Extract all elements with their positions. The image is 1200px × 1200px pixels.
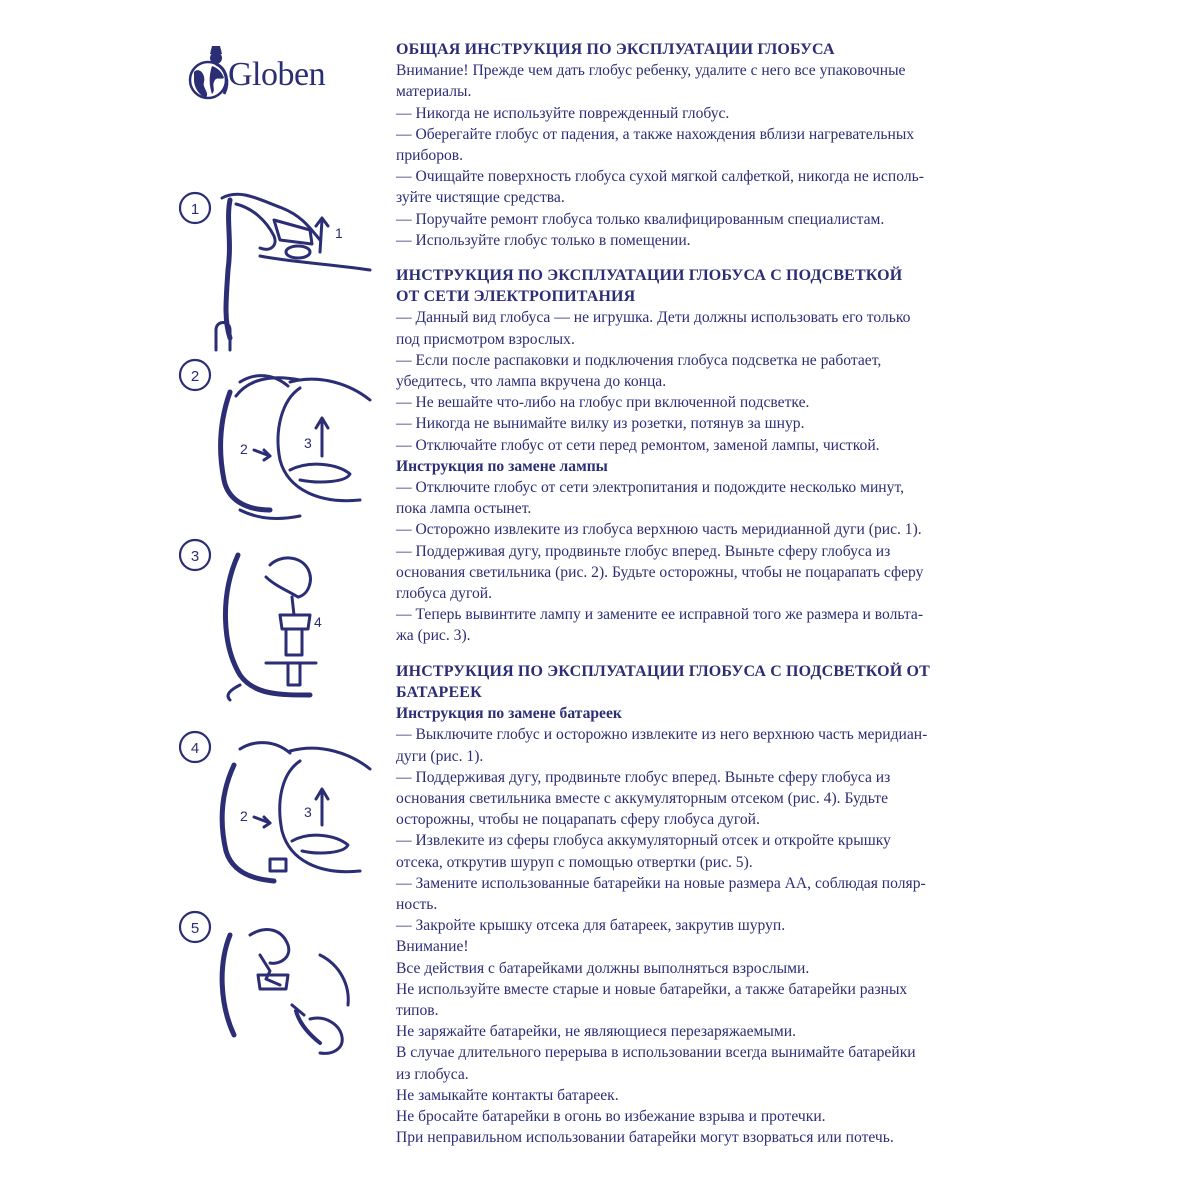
figure-3 — [180, 540, 322, 700]
figure-1 — [180, 193, 370, 350]
text-line: зуйте чистящие средства. — [396, 189, 565, 207]
text-line: — Поддерживая дугу, продвиньте глобус вперед. Выньте сферу глобуса из — [396, 768, 891, 786]
globen-logo — [186, 42, 366, 108]
section-heading-general: ОБЩАЯ ИНСТРУКЦИЯ ПО ЭКСПЛУАТАЦИИ ГЛОБУСА — [396, 41, 835, 58]
text-line: основания светильника (рис. 2). Будьте осторожны, чтобы не поцарапать сферу — [396, 563, 924, 581]
text-line: — Осторожно извлеките из глобуса верхнюю часть меридианной дуги (рис. 1). — [396, 521, 922, 539]
text-line: — Извлеките из сферы глобуса аккумуляторный отсек и откройте крышку — [396, 832, 891, 850]
figure-number: 5 — [190, 920, 200, 937]
text-line: Не заряжайте батарейки, не являющиеся перезаряжаемыми. — [396, 1023, 797, 1041]
text-line: В случае длительного перерыва в использовании всегда вынимайте батарейки — [396, 1044, 916, 1062]
figure-callout: 4 — [314, 614, 322, 630]
section-heading-mains: ИНСТРУКЦИЯ ПО ЭКСПЛУАТАЦИИ ГЛОБУСА С ПОДСВЕТКОЙ — [396, 267, 903, 285]
text-line: отсека, открутив шуруп с помощью отвертки (рис. 5). — [396, 853, 753, 871]
text-line: убедитесь, что лампа вкручена до конца. — [396, 373, 667, 391]
text-line: основания светильника вместе с аккумуляторным отсеком (рис. 4). Будьте — [396, 789, 889, 807]
section-heading-battery: ИНСТРУКЦИЯ ПО ЭКСПЛУАТАЦИИ ГЛОБУСА С ПОДСВЕТКОЙ ОТ — [396, 662, 930, 680]
figure-2 — [180, 360, 370, 518]
text-line: глобуса дугой. — [396, 585, 493, 603]
text-line: жа (рис. 3). — [396, 627, 471, 645]
figure-callout: 3 — [304, 435, 312, 451]
text-line: — Теперь вывинтите лампу и замените ее исправной того же размера и вольта- — [396, 606, 924, 624]
figure-number: 3 — [190, 548, 200, 565]
text-line: дуги (рис. 1). — [396, 747, 484, 765]
text-line: пока лампа остынет. — [396, 500, 532, 518]
text-line: Внимание! Прежде чем дать глобус ребенку, удалите с него все упаковочные — [396, 62, 906, 80]
text-line: Все действия с батарейками должны выполняться взрослыми. — [396, 959, 810, 977]
figure-callout: 3 — [304, 804, 312, 820]
globe-logo-icon — [186, 42, 232, 108]
figure-number: 1 — [190, 201, 200, 218]
subheading-battery: Инструкция по замене батареек — [396, 705, 622, 723]
text-line: материалы. — [396, 83, 472, 101]
text-line: — Отключите глобус от сети электропитания и подождите несколько минут, — [396, 479, 904, 497]
text-line: — Данный вид глобуса — не игрушка. Дети должны использовать его только — [396, 309, 911, 327]
text-line: — Оберегайте глобус от падения, а также нахождения вблизи нагревательных — [396, 125, 915, 143]
figure-4 — [180, 732, 370, 881]
text-line: Внимание! — [396, 938, 469, 956]
instructions-text — [396, 39, 996, 1148]
text-line: из глобуса. — [396, 1065, 469, 1083]
text-line: — Используйте глобус только в помещении. — [396, 231, 691, 249]
text-line: — Замените использованные батарейки на новые размера АА, соблюдая поляр- — [396, 874, 926, 892]
text-line: — Никогда не вынимайте вилку из розетки, потянув за шнур. — [396, 415, 805, 433]
text-line: — Поручайте ремонт глобуса только квалифицированным специалистам. — [396, 210, 885, 228]
brand-name: Globen — [228, 56, 326, 93]
text-line: — Выключите глобус и осторожно извлеките из него верхнюю часть меридиан- — [396, 726, 928, 744]
text-line: ность. — [396, 895, 438, 913]
illustration-column — [170, 180, 380, 1060]
text-line: — Поддерживая дугу, продвиньте глобус вперед. Выньте сферу глобуса из — [396, 542, 891, 560]
text-line: — Очищайте поверхность глобуса сухой мягкой салфеткой, никогда не исполь- — [396, 168, 924, 186]
subheading-lamp: Инструкция по замене лампы — [396, 457, 608, 475]
section-heading-battery-line2: БАТАРЕЕК — [396, 683, 482, 701]
text-line: под присмотром взрослых. — [396, 330, 575, 348]
text-line: — Если после распаковки и подключения глобуса подсветка не работает, — [396, 351, 882, 369]
figure-number: 4 — [190, 740, 200, 757]
text-line: приборов. — [396, 147, 464, 165]
text-line: — Отключайте глобус от сети перед ремонтом, заменой лампы, чисткой. — [396, 436, 880, 454]
text-line: Не используйте вместе старые и новые батарейки, а также батарейки разных — [396, 980, 908, 998]
section-heading-mains-line2: ОТ СЕТИ ЭЛЕКТРОПИТАНИЯ — [396, 288, 636, 306]
figure-number: 2 — [190, 368, 200, 385]
figure-callout: 1 — [335, 225, 343, 241]
text-line: При неправильном использовании батарейки могут взорваться или потечь. — [396, 1129, 894, 1147]
text-line: Не замыкайте контакты батареек. — [396, 1086, 619, 1104]
figure-5 — [180, 912, 348, 1053]
text-line: Не бросайте батарейки в огонь во избежание взрыва и протечки. — [396, 1107, 826, 1125]
text-line: — Никогда не используйте поврежденный глобус. — [396, 104, 730, 122]
text-line: типов. — [396, 1001, 439, 1019]
figure-callout: 2 — [240, 808, 248, 824]
text-line: осторожны, чтобы не поцарапать сферу глобуса дугой. — [396, 811, 760, 829]
figure-callout: 2 — [240, 441, 248, 457]
text-line: — Не вешайте что-либо на глобус при включенной подсветке. — [396, 394, 810, 412]
text-line: — Закройте крышку отсека для батареек, закрутив шуруп. — [396, 917, 786, 935]
